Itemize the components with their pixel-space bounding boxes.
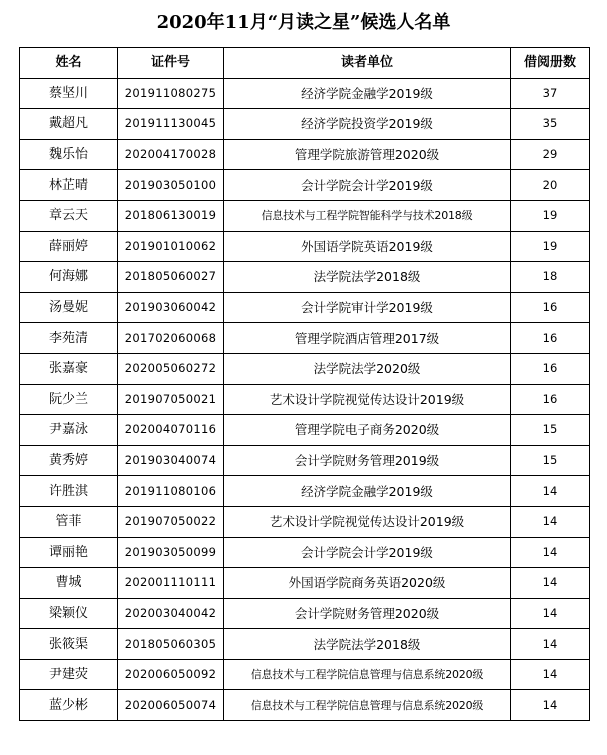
cell-id: 201805060027 <box>118 262 224 293</box>
table-row <box>20 262 590 293</box>
table-row <box>20 598 590 629</box>
cell-id: 201911080275 <box>118 78 224 109</box>
cell-unit: 会计学院审计学2019级 <box>224 292 511 323</box>
cell-unit: 会计学院会计学2019级 <box>224 537 511 568</box>
table-row <box>20 659 590 690</box>
table-body <box>20 78 590 720</box>
table-row <box>20 170 590 201</box>
cell-count: 14 <box>511 690 590 721</box>
cell-id: 201903060042 <box>118 292 224 323</box>
cell-count: 19 <box>511 231 590 262</box>
cell-id: 201702060068 <box>118 323 224 354</box>
cell-count: 37 <box>511 78 590 109</box>
cell-id: 201907050021 <box>118 384 224 415</box>
table-row <box>20 690 590 721</box>
cell-unit: 外国语学院商务英语2020级 <box>224 568 511 599</box>
table-row <box>20 353 590 384</box>
cell-id: 202005060272 <box>118 353 224 384</box>
cell-count: 16 <box>511 353 590 384</box>
cell-count: 35 <box>511 109 590 140</box>
cell-count: 18 <box>511 262 590 293</box>
cell-unit: 会计学院会计学2019级 <box>224 170 511 201</box>
cell-id: 202006050074 <box>118 690 224 721</box>
table-row <box>20 537 590 568</box>
cell-count: 19 <box>511 200 590 231</box>
cell-unit: 法学院法学2018级 <box>224 262 511 293</box>
table-row <box>20 384 590 415</box>
cell-count: 15 <box>511 445 590 476</box>
cell-unit: 信息技术与工程学院智能科学与技术2018级 <box>224 200 511 231</box>
cell-unit: 会计学院财务管理2019级 <box>224 445 511 476</box>
cell-id: 202001110111 <box>118 568 224 599</box>
cell-count: 14 <box>511 537 590 568</box>
cell-count: 14 <box>511 598 590 629</box>
table-row <box>20 476 590 507</box>
cell-unit: 信息技术与工程学院信息管理与信息系统2020级 <box>224 690 511 721</box>
cell-count: 16 <box>511 384 590 415</box>
cell-id: 201806130019 <box>118 200 224 231</box>
cell-id: 201805060305 <box>118 629 224 660</box>
cell-unit: 艺术设计学院视觉传达设计2019级 <box>224 384 511 415</box>
cell-unit: 外国语学院英语2019级 <box>224 231 511 262</box>
cell-name: 章云天 <box>20 200 118 231</box>
cell-id: 202004170028 <box>118 139 224 170</box>
table-row <box>20 109 590 140</box>
cell-name: 许胜淇 <box>20 476 118 507</box>
cell-name: 李苑清 <box>20 323 118 354</box>
table-row <box>20 292 590 323</box>
cell-unit: 经济学院金融学2019级 <box>224 78 511 109</box>
cell-name: 尹嘉泳 <box>20 415 118 446</box>
cell-name: 尹建荧 <box>20 659 118 690</box>
cell-name: 蔡坚川 <box>20 78 118 109</box>
cell-unit: 管理学院电子商务2020级 <box>224 415 511 446</box>
cell-unit: 经济学院金融学2019级 <box>224 476 511 507</box>
table-row <box>20 323 590 354</box>
cell-count: 14 <box>511 659 590 690</box>
cell-count: 20 <box>511 170 590 201</box>
cell-count: 16 <box>511 323 590 354</box>
cell-count: 15 <box>511 415 590 446</box>
table-row <box>20 568 590 599</box>
cell-unit: 信息技术与工程学院信息管理与信息系统2020级 <box>224 659 511 690</box>
header-name: 姓名 <box>20 48 118 79</box>
cell-unit: 会计学院财务管理2020级 <box>224 598 511 629</box>
cell-count: 14 <box>511 476 590 507</box>
cell-name: 黄秀婷 <box>20 445 118 476</box>
cell-count: 29 <box>511 139 590 170</box>
cell-id: 202006050092 <box>118 659 224 690</box>
cell-count: 16 <box>511 292 590 323</box>
cell-unit: 法学院法学2018级 <box>224 629 511 660</box>
table-row <box>20 231 590 262</box>
cell-count: 14 <box>511 568 590 599</box>
table-row <box>20 629 590 660</box>
cell-name: 梁颖仪 <box>20 598 118 629</box>
cell-id: 201907050022 <box>118 506 224 537</box>
cell-name: 何海娜 <box>20 262 118 293</box>
header-count: 借阅册数 <box>511 48 590 79</box>
cell-name: 汤曼妮 <box>20 292 118 323</box>
cell-name: 林芷晴 <box>20 170 118 201</box>
cell-unit: 管理学院酒店管理2017级 <box>224 323 511 354</box>
page-title: 2020年11月“月读之星”候选人名单 <box>156 12 451 33</box>
cell-name: 阮少兰 <box>20 384 118 415</box>
table-row <box>20 200 590 231</box>
cell-id: 201911080106 <box>118 476 224 507</box>
cell-name: 谭丽艳 <box>20 537 118 568</box>
table-row <box>20 139 590 170</box>
table-row <box>20 78 590 109</box>
cell-id: 201903050099 <box>118 537 224 568</box>
cell-unit: 经济学院投资学2019级 <box>224 109 511 140</box>
table-row <box>20 415 590 446</box>
table-header-row <box>20 48 590 79</box>
cell-id: 201901010062 <box>118 231 224 262</box>
cell-name: 蓝少彬 <box>20 690 118 721</box>
cell-id: 202004070116 <box>118 415 224 446</box>
cell-name: 张筱渠 <box>20 629 118 660</box>
cell-name: 管菲 <box>20 506 118 537</box>
cell-id: 201903040074 <box>118 445 224 476</box>
cell-name: 魏乐怡 <box>20 139 118 170</box>
cell-count: 14 <box>511 629 590 660</box>
cell-name: 曹城 <box>20 568 118 599</box>
cell-name: 戴超凡 <box>20 109 118 140</box>
cell-name: 薛丽婷 <box>20 231 118 262</box>
cell-id: 202003040042 <box>118 598 224 629</box>
header-id: 证件号 <box>118 48 224 79</box>
header-unit: 读者单位 <box>224 48 511 79</box>
cell-unit: 法学院法学2020级 <box>224 353 511 384</box>
table-row <box>20 506 590 537</box>
cell-id: 201911130045 <box>118 109 224 140</box>
cell-count: 14 <box>511 506 590 537</box>
candidate-table <box>19 47 590 721</box>
table-row <box>20 445 590 476</box>
cell-id: 201903050100 <box>118 170 224 201</box>
cell-name: 张嘉豪 <box>20 353 118 384</box>
cell-unit: 艺术设计学院视觉传达设计2019级 <box>224 506 511 537</box>
cell-unit: 管理学院旅游管理2020级 <box>224 139 511 170</box>
